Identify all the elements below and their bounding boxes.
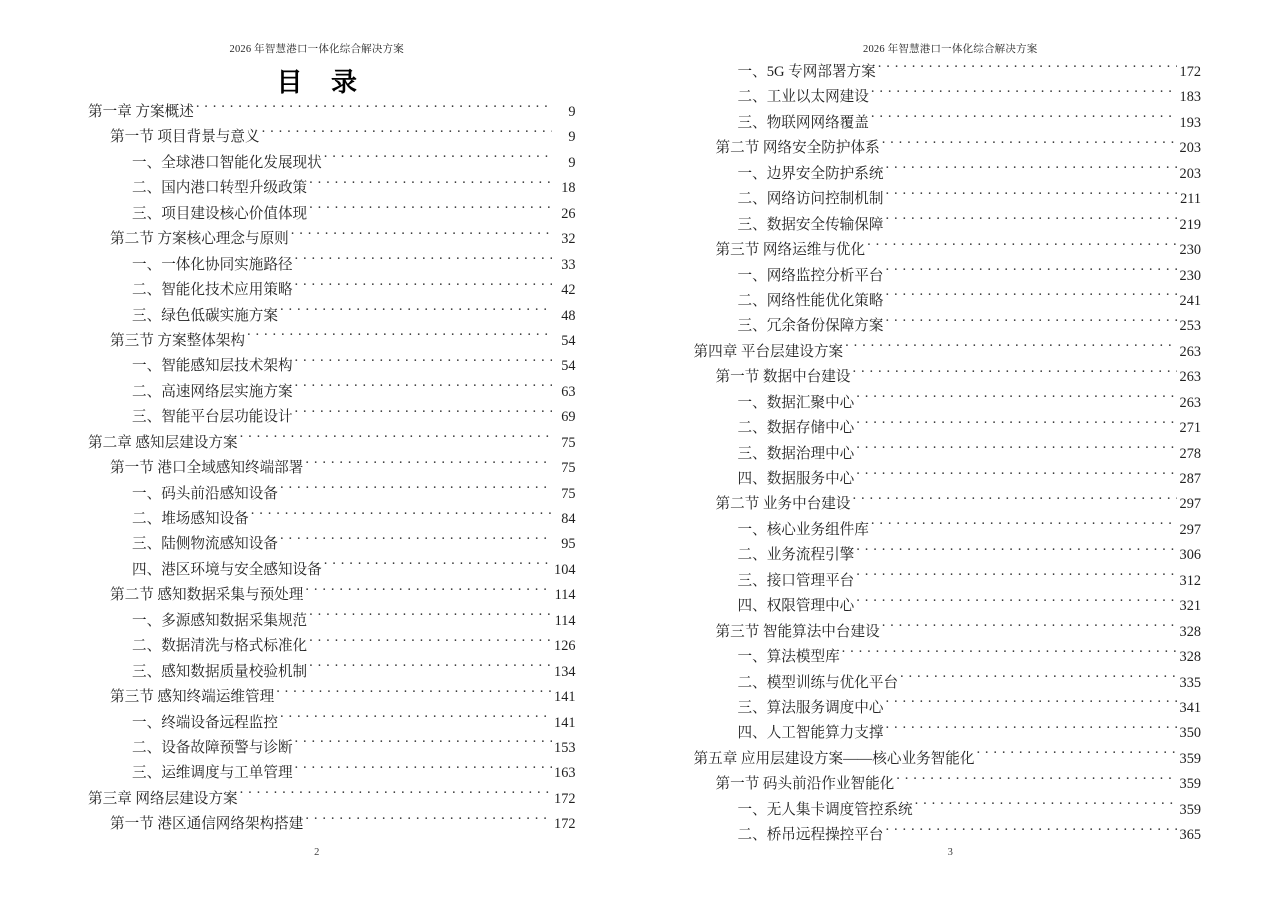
toc-entry-label: 四、数据服务中心 <box>737 471 855 487</box>
toc-entry-label: 第四章 平台层建设方案 <box>693 343 844 360</box>
toc-entry[interactable] <box>88 583 576 608</box>
toc-page-number: 365 <box>1179 827 1201 844</box>
toc-entry-label: 三、项目建设核心价值体现 <box>132 205 308 222</box>
toc-page-number: 69 <box>561 409 576 426</box>
toc-page-number: 26 <box>561 205 576 222</box>
toc-entry-label: 一、码头前沿感知设备 <box>132 485 278 502</box>
toc-entry[interactable] <box>88 558 576 583</box>
toc-leader-dots <box>871 519 1177 534</box>
toc-entry[interactable] <box>694 111 1202 136</box>
toc-page-number: 84 <box>561 511 576 527</box>
toc-entry-label: 第三章 网络层建设方案 <box>88 790 238 807</box>
toc-page-number: 241 <box>1179 292 1201 309</box>
toc-page-number: 63 <box>561 383 576 400</box>
toc-page-number: 48 <box>561 307 576 324</box>
toc-page-number: 104 <box>554 561 576 578</box>
toc-entry[interactable] <box>88 253 576 278</box>
toc-entry-label: 二、高速网络层实施方案 <box>132 383 293 400</box>
toc-leader-dots <box>882 138 1177 153</box>
toc-leader-dots <box>251 508 552 523</box>
toc-page-number: 141 <box>554 714 576 731</box>
toc-leader-dots <box>240 432 552 447</box>
folio-page-number: 3 <box>947 847 953 858</box>
toc-entry[interactable] <box>694 772 1202 797</box>
toc-entry-label: 一、全球港口智能化发展现状 <box>132 154 322 171</box>
toc-entry-label: 二、堆场感知设备 <box>132 511 249 527</box>
toc-entry-label: 一、5G 专网部署方案 <box>737 64 876 80</box>
toc-leader-dots <box>324 559 552 574</box>
toc-entry[interactable] <box>88 354 576 379</box>
toc-page-number: 211 <box>1180 191 1201 208</box>
toc-page-number: 193 <box>1179 114 1201 131</box>
toc-leader-dots <box>871 87 1177 102</box>
toc-entry[interactable] <box>694 645 1202 670</box>
toc-entry-label: 一、数据汇聚中心 <box>737 394 855 411</box>
toc-leader-dots <box>305 585 551 600</box>
toc-entry-label: 第三节 感知终端运维管理 <box>110 689 275 706</box>
toc-page-number: 271 <box>1179 420 1201 437</box>
toc-entry-label: 第一节 港区通信网络架构搭建 <box>110 816 304 833</box>
toc-entry-label: 一、终端设备远程监控 <box>132 714 278 731</box>
toc-entry[interactable] <box>88 634 576 659</box>
toc-page-number: 75 <box>561 460 576 477</box>
toc-leader-dots <box>305 458 551 473</box>
toc-page-number: 359 <box>1179 801 1201 818</box>
toc-leader-dots <box>295 737 552 752</box>
toc-entry-label: 第三节 智能算法中台建设 <box>715 623 880 640</box>
toc-entry[interactable] <box>694 620 1202 645</box>
toc-entry[interactable] <box>88 278 576 303</box>
toc-page-number: 54 <box>561 358 576 375</box>
toc-entry-label: 第一节 码头前沿作业智能化 <box>715 776 895 793</box>
toc-leader-dots <box>867 239 1177 254</box>
toc-leader-dots <box>291 229 552 244</box>
toc-entry[interactable] <box>88 100 576 125</box>
toc-leader-dots <box>853 494 1178 509</box>
toc-page-number: 153 <box>554 739 576 756</box>
toc-page-number: 9 <box>568 129 576 146</box>
toc-entry-label: 二、设备故障预警与诊断 <box>132 739 293 756</box>
toc-leader-dots <box>305 814 551 829</box>
toc-entry[interactable] <box>88 685 576 710</box>
toc-entry[interactable] <box>88 761 576 786</box>
toc-entry-label: 第二节 方案核心理念与原则 <box>110 231 289 248</box>
toc-leader-dots <box>856 468 1177 483</box>
toc-page-number: 75 <box>561 434 576 451</box>
toc-leader-dots <box>295 381 552 396</box>
toc-entry-label: 四、权限管理中心 <box>737 598 855 615</box>
toc-leader-dots <box>324 152 552 167</box>
toc-entry-label: 三、算法服务调度中心 <box>737 699 884 716</box>
toc-entry[interactable] <box>88 304 576 329</box>
toc-leader-dots <box>295 407 552 422</box>
toc-page-number: 359 <box>1179 750 1201 767</box>
toc-entry-label: 三、接口管理平台 <box>737 572 855 589</box>
toc-page-number: 253 <box>1179 318 1201 335</box>
toc-entry-label: 三、物联网网络覆盖 <box>737 114 869 131</box>
toc-entry[interactable] <box>694 518 1202 543</box>
toc-entry[interactable] <box>694 823 1202 848</box>
toc-entry[interactable] <box>694 492 1202 517</box>
toc-entry-label: 第二节 网络安全防护体系 <box>715 140 880 157</box>
toc-leader-dots <box>885 697 1177 712</box>
toc-entry-label: 第五章 应用层建设方案——核心业务智能化 <box>693 750 975 767</box>
toc-leader-dots <box>878 61 1177 76</box>
toc-leader-dots <box>262 127 552 142</box>
toc-entry[interactable] <box>88 176 576 201</box>
toc-page-number: 263 <box>1179 369 1201 386</box>
toc-leader-dots <box>309 636 551 651</box>
toc-entry-label: 第一节 港口全域感知终端部署 <box>110 460 304 477</box>
toc-leader-dots <box>309 610 551 625</box>
toc-leader-dots <box>885 189 1177 204</box>
toc-entry-label: 第三节 网络运维与优化 <box>715 242 866 259</box>
toc-entry-label: 第三节 方案整体架构 <box>110 332 245 349</box>
toc-page-number: 33 <box>561 256 576 273</box>
toc-entry-label: 第一章 方案概述 <box>88 104 194 120</box>
page-right <box>634 0 1267 900</box>
toc-leader-dots <box>309 203 551 218</box>
toc-leader-dots <box>856 596 1177 611</box>
toc-leader-dots <box>295 279 552 294</box>
toc-leader-dots <box>309 178 551 193</box>
toc-entry[interactable] <box>88 532 576 557</box>
toc-leader-dots <box>882 621 1177 636</box>
toc-page-number: 114 <box>554 612 576 629</box>
toc-page-number: 306 <box>1179 547 1201 564</box>
toc-page-number: 9 <box>568 154 576 171</box>
toc-page-number: 18 <box>561 180 576 197</box>
toc-entry[interactable] <box>88 125 576 150</box>
toc-entry-label: 三、运维调度与工单管理 <box>132 765 293 782</box>
toc-entry-label: 三、数据安全传输保障 <box>737 216 884 233</box>
toc-leader-dots <box>280 534 552 549</box>
toc-leader-dots <box>842 646 1177 661</box>
toc-entry-label: 一、多源感知数据采集规范 <box>132 612 308 629</box>
toc-leader-dots <box>885 825 1177 840</box>
toc-page-number: 328 <box>1179 623 1201 640</box>
toc-entry[interactable] <box>694 213 1202 238</box>
toc-entry[interactable] <box>88 482 576 507</box>
toc-page-number: 32 <box>561 231 576 248</box>
toc-entry-label: 二、业务流程引擎 <box>737 547 855 564</box>
toc-entry[interactable] <box>88 456 576 481</box>
toc-entry-label: 二、智能化技术应用策略 <box>132 282 293 299</box>
toc-entry[interactable] <box>694 467 1202 492</box>
toc-leader-dots <box>853 367 1178 382</box>
toc-leader-dots <box>276 686 551 701</box>
toc-leader-dots <box>196 101 552 116</box>
toc-page-number: 203 <box>1179 140 1201 157</box>
toc-leader-dots <box>885 214 1177 229</box>
toc-entry-label: 三、数据治理中心 <box>737 445 855 462</box>
folio-page-number: 2 <box>314 847 320 858</box>
toc-entry[interactable] <box>88 660 576 685</box>
toc-entry-label: 第二章 感知层建设方案 <box>88 434 238 451</box>
toc-entry[interactable] <box>88 202 576 227</box>
toc-list-right <box>634 60 1267 849</box>
toc-entry[interactable] <box>694 594 1202 619</box>
toc-page-number: 126 <box>554 638 576 655</box>
toc-entry[interactable] <box>694 416 1202 441</box>
toc-entry[interactable] <box>88 329 576 354</box>
toc-entry[interactable] <box>694 162 1202 187</box>
toc-entry[interactable] <box>88 609 576 634</box>
toc-entry-label: 一、核心业务组件库 <box>737 521 869 538</box>
toc-entry[interactable] <box>694 365 1202 390</box>
toc-leader-dots <box>856 545 1177 560</box>
toc-page-number: 75 <box>561 485 576 502</box>
toc-entry[interactable] <box>694 136 1202 161</box>
toc-page-number: 230 <box>1179 267 1201 284</box>
toc-leader-dots <box>885 290 1177 305</box>
toc-entry-label: 二、数据存储中心 <box>737 420 855 437</box>
toc-page-number: 114 <box>554 587 576 604</box>
toc-entry-label: 四、港区环境与安全感知设备 <box>132 561 322 578</box>
toc-leader-dots <box>280 712 552 727</box>
toc-entry[interactable] <box>694 60 1202 85</box>
toc-entry[interactable] <box>88 787 576 812</box>
toc-page-number: 278 <box>1179 445 1201 462</box>
toc-entry-label: 一、算法模型库 <box>737 649 840 666</box>
toc-leader-dots <box>295 763 552 778</box>
toc-entry[interactable] <box>694 747 1202 772</box>
toc-entry[interactable] <box>694 289 1202 314</box>
toc-leader-dots <box>896 774 1177 789</box>
toc-entry[interactable] <box>88 507 576 532</box>
toc-entry-label: 二、工业以太网建设 <box>737 89 869 106</box>
toc-leader-dots <box>856 392 1177 407</box>
toc-entry-label: 第二节 业务中台建设 <box>715 496 851 513</box>
toc-entry-label: 一、一体化协同实施路径 <box>132 256 293 273</box>
toc-page-number: 230 <box>1179 242 1201 259</box>
toc-entry[interactable] <box>694 264 1202 289</box>
toc-leader-dots <box>240 788 552 803</box>
toc-entry[interactable] <box>88 380 576 405</box>
toc-leader-dots <box>295 254 552 269</box>
toc-entry[interactable] <box>88 736 576 761</box>
toc-page-number: 263 <box>1179 394 1201 411</box>
toc-page-number: 183 <box>1179 89 1201 106</box>
toc-entry[interactable] <box>88 151 576 176</box>
toc-entry[interactable] <box>694 696 1202 721</box>
toc-page-number: 42 <box>561 282 576 299</box>
toc-page-number: 297 <box>1179 521 1201 538</box>
toc-leader-dots <box>976 748 1177 763</box>
toc-entry-label: 一、网络监控分析平台 <box>737 267 884 284</box>
toc-entry-label: 三、陆侧物流感知设备 <box>132 536 278 553</box>
toc-entry[interactable] <box>694 798 1202 823</box>
toc-page-number: 328 <box>1179 649 1201 666</box>
toc-entry[interactable] <box>694 721 1202 746</box>
toc-entry[interactable] <box>88 431 576 456</box>
toc-leader-dots <box>856 443 1177 458</box>
toc-leader-dots <box>280 483 552 498</box>
toc-page-number: 172 <box>554 790 576 807</box>
toc-leader-dots <box>295 356 552 371</box>
toc-leader-dots <box>885 163 1177 178</box>
toc-entry-label: 二、网络性能优化策略 <box>737 292 884 309</box>
toc-page-number: 263 <box>1179 343 1201 360</box>
toc-entry-label: 二、网络访问控制机制 <box>737 191 884 208</box>
toc-entry[interactable] <box>88 812 576 837</box>
toc-entry[interactable] <box>694 340 1202 365</box>
toc-entry[interactable] <box>694 569 1202 594</box>
toc-entry[interactable] <box>88 405 576 430</box>
toc-entry-label: 第一节 数据中台建设 <box>715 369 851 386</box>
toc-entry-label: 三、感知数据质量校验机制 <box>132 663 308 680</box>
toc-page-number: 287 <box>1179 471 1201 487</box>
toc-entry-label: 一、智能感知层技术架构 <box>132 358 293 375</box>
toc-leader-dots <box>247 330 552 345</box>
toc-entry-label: 二、国内港口转型升级政策 <box>132 180 308 197</box>
toc-leader-dots <box>885 316 1177 331</box>
toc-entry[interactable] <box>88 227 576 252</box>
toc-page-number: 141 <box>554 689 576 706</box>
toc-page-number: 335 <box>1179 674 1201 691</box>
toc-entry-label: 三、绿色低碳实施方案 <box>132 307 278 324</box>
toc-leader-dots <box>845 341 1177 356</box>
toc-page-number: 163 <box>554 765 576 782</box>
toc-page-number: 95 <box>561 536 576 553</box>
toc-page-number: 134 <box>554 663 576 680</box>
toc-leader-dots <box>900 672 1177 687</box>
toc-page-number: 359 <box>1179 776 1201 793</box>
toc-entry-label: 第一节 项目背景与意义 <box>110 129 260 146</box>
toc-entry-label: 二、模型训练与优化平台 <box>737 674 899 691</box>
toc-page-number: 54 <box>561 332 576 349</box>
toc-page-number: 172 <box>554 816 576 833</box>
toc-leader-dots <box>856 570 1177 585</box>
toc-leader-dots <box>856 418 1177 433</box>
toc-entry[interactable] <box>694 238 1202 263</box>
toc-entry-label: 三、智能平台层功能设计 <box>132 409 293 426</box>
toc-leader-dots <box>885 265 1177 280</box>
toc-page-number: 341 <box>1179 699 1201 716</box>
page-title: 目 录 <box>276 68 368 97</box>
toc-entry-label: 三、冗余备份保障方案 <box>737 318 884 335</box>
toc-entry-label: 一、无人集卡调度管控系统 <box>737 801 913 818</box>
toc-entry-label: 二、桥吊远程操控平台 <box>737 827 884 844</box>
toc-entry[interactable] <box>694 314 1202 339</box>
toc-page-number: 321 <box>1179 598 1201 615</box>
toc-entry-label: 二、数据清洗与格式标准化 <box>132 638 308 655</box>
running-header: 2026 年智慧港口一体化综合解决方案 <box>863 44 1038 55</box>
toc-page-number: 350 <box>1179 725 1201 742</box>
toc-leader-dots <box>309 661 551 676</box>
toc-page-number: 297 <box>1179 496 1201 513</box>
toc-entry-label: 一、边界安全防护系统 <box>737 165 884 182</box>
toc-entry[interactable] <box>694 442 1202 467</box>
toc-page-number: 203 <box>1179 165 1201 182</box>
toc-entry[interactable] <box>694 671 1202 696</box>
toc-page-number: 172 <box>1179 64 1201 80</box>
toc-page-number: 219 <box>1179 216 1201 233</box>
toc-entry[interactable] <box>694 187 1202 212</box>
running-header: 2026 年智慧港口一体化综合解决方案 <box>229 44 404 55</box>
toc-page-number: 9 <box>568 104 576 120</box>
toc-entry[interactable] <box>694 391 1202 416</box>
toc-entry[interactable] <box>88 711 576 736</box>
toc-leader-dots <box>871 112 1177 127</box>
toc-page-number: 312 <box>1179 572 1201 589</box>
toc-entry-label: 四、人工智能算力支撑 <box>737 725 884 742</box>
toc-list-left <box>0 100 634 838</box>
toc-leader-dots <box>885 723 1177 738</box>
toc-entry[interactable] <box>694 543 1202 568</box>
toc-entry-label: 第二节 感知数据采集与预处理 <box>110 587 304 604</box>
toc-entry[interactable] <box>694 85 1202 110</box>
toc-leader-dots <box>280 305 552 320</box>
toc-leader-dots <box>915 799 1177 814</box>
